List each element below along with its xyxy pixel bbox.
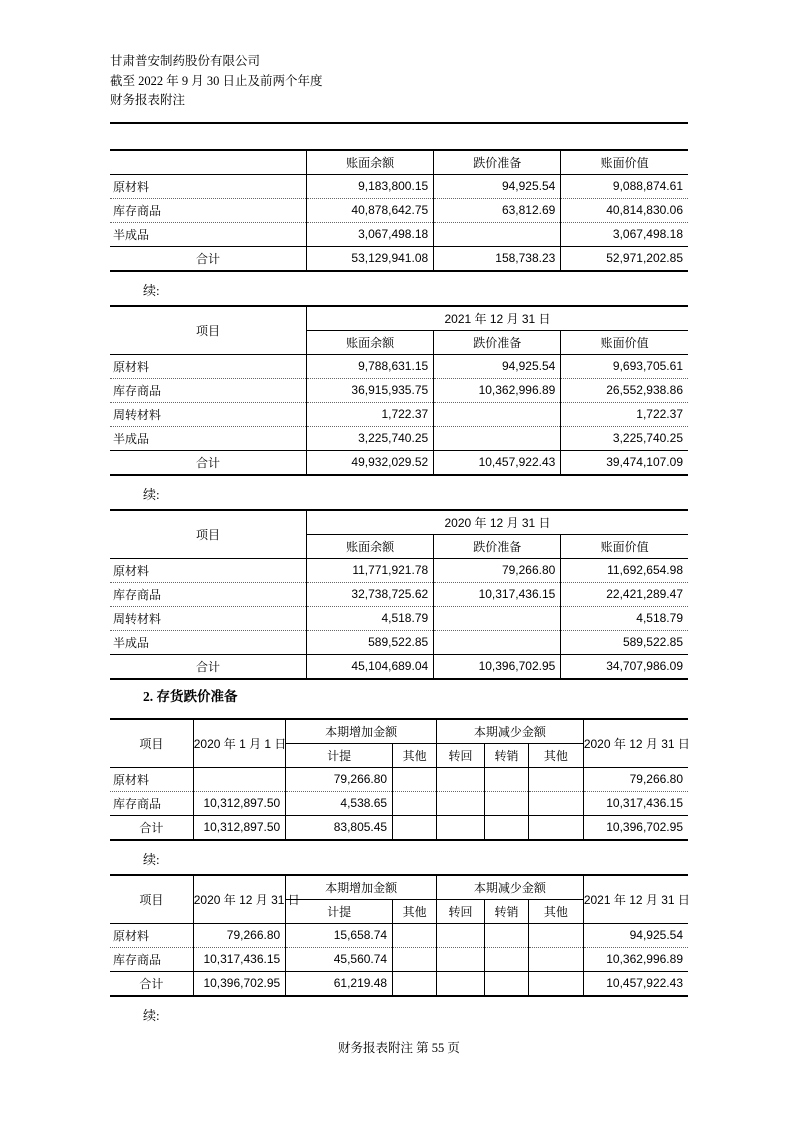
column-header-cell: 其他 xyxy=(393,743,437,767)
column-header-cell: 计提 xyxy=(286,899,393,923)
value-cell: 94,925.54 xyxy=(434,354,561,378)
value-cell: 39,474,107.09 xyxy=(561,450,688,475)
value-cell xyxy=(437,923,485,947)
value-cell: 3,067,498.18 xyxy=(561,222,688,246)
value-cell: 10,317,436.15 xyxy=(193,947,285,971)
value-cell xyxy=(437,971,485,996)
table-row xyxy=(110,198,688,222)
decrease-group-header-cell: 本期减少金额 xyxy=(437,719,584,744)
value-cell: 79,266.80 xyxy=(434,558,561,582)
item-header-cell xyxy=(110,150,307,175)
value-cell xyxy=(485,815,529,840)
value-cell: 26,552,938.86 xyxy=(561,378,688,402)
value-cell: 79,266.80 xyxy=(286,767,393,791)
end-date-header-cell: 2021 年 12 月 31 日 xyxy=(583,875,688,924)
value-cell xyxy=(393,815,437,840)
value-cell: 10,457,922.43 xyxy=(434,450,561,475)
value-cell xyxy=(434,630,561,654)
value-cell xyxy=(393,791,437,815)
total-row xyxy=(110,450,688,475)
total-row xyxy=(110,971,688,996)
document-header xyxy=(110,52,688,111)
column-header-cell: 账面价值 xyxy=(561,330,688,354)
value-cell xyxy=(437,767,485,791)
value-cell: 3,225,740.25 xyxy=(307,426,434,450)
row-label: 原材料 xyxy=(113,359,150,374)
table-row xyxy=(110,606,688,630)
value-cell: 10,396,702.95 xyxy=(434,654,561,679)
column-header-cell: 跌价准备 xyxy=(434,534,561,558)
value-cell: 9,088,874.61 xyxy=(561,174,688,198)
company-name: 甘肃普安制药股份有限公司 xyxy=(110,54,261,68)
value-cell: 45,560.74 xyxy=(286,947,393,971)
table-row xyxy=(110,402,688,426)
table-row xyxy=(110,791,688,815)
value-cell: 34,707,986.09 xyxy=(561,654,688,679)
value-cell: 4,518.79 xyxy=(561,606,688,630)
value-cell: 79,266.80 xyxy=(583,767,688,791)
provision-table-2020 xyxy=(110,718,688,841)
provision-table-2021 xyxy=(110,874,688,997)
value-cell: 94,925.54 xyxy=(583,923,688,947)
value-cell xyxy=(393,971,437,996)
value-cell xyxy=(434,402,561,426)
column-header-cell: 账面余额 xyxy=(307,534,434,558)
value-cell xyxy=(434,222,561,246)
value-cell xyxy=(528,767,583,791)
column-header-cell: 转销 xyxy=(485,899,529,923)
value-cell xyxy=(437,791,485,815)
value-cell: 1,722.37 xyxy=(561,402,688,426)
header-row xyxy=(110,510,688,535)
row-label: 半成品 xyxy=(110,426,307,450)
item-header-cell: 项目 xyxy=(110,510,307,559)
table-row xyxy=(110,630,688,654)
decrease-group-header-cell: 本期减少金额 xyxy=(437,875,584,900)
table-row xyxy=(110,558,688,582)
header-row xyxy=(110,875,688,900)
column-header-cell: 其他 xyxy=(528,743,583,767)
value-cell: 4,538.65 xyxy=(286,791,393,815)
row-label: 周转材料 xyxy=(110,402,307,426)
value-cell: 10,396,702.95 xyxy=(193,971,285,996)
value-cell xyxy=(393,947,437,971)
value-cell: 49,932,029.52 xyxy=(307,450,434,475)
value-cell: 4,518.79 xyxy=(307,606,434,630)
row-label: 原材料 xyxy=(113,563,150,578)
value-cell xyxy=(393,767,437,791)
column-header-cell: 转回 xyxy=(437,743,485,767)
value-cell: 10,312,897.50 xyxy=(193,815,285,840)
column-header-cell: 跌价准备 xyxy=(434,150,561,175)
value-cell: 10,317,436.15 xyxy=(583,791,688,815)
table-row xyxy=(110,354,688,378)
row-label: 周转材料 xyxy=(110,606,307,630)
table-row xyxy=(110,378,688,402)
row-label: 合计 xyxy=(110,971,193,996)
report-period: 截至 2022 年 9 月 30 日止及前两个年度 xyxy=(110,73,323,88)
row-label: 库存商品 xyxy=(110,947,193,971)
row-label: 合计 xyxy=(110,246,307,271)
begin-date-header-cell: 2020 年 12 月 31 日 xyxy=(193,875,285,924)
value-cell: 10,457,922.43 xyxy=(583,971,688,996)
value-cell: 36,915,935.75 xyxy=(307,378,434,402)
value-cell: 589,522.85 xyxy=(307,630,434,654)
column-header-cell: 跌价准备 xyxy=(434,330,561,354)
value-cell: 40,878,642.75 xyxy=(307,198,434,222)
page-content xyxy=(110,0,688,1030)
value-cell xyxy=(485,923,529,947)
header-row xyxy=(110,150,688,175)
value-cell: 15,658.74 xyxy=(286,923,393,947)
value-cell: 11,692,654.98 xyxy=(561,558,688,582)
column-header-cell: 账面余额 xyxy=(307,150,434,175)
value-cell: 79,266.80 xyxy=(193,923,285,947)
table-row xyxy=(110,222,688,246)
date-header-cell: 2020 年 12 月 31 日 xyxy=(307,510,688,535)
column-header-cell: 账面价值 xyxy=(561,150,688,175)
inventory-table-2021 xyxy=(110,305,688,476)
table-row xyxy=(110,426,688,450)
value-cell xyxy=(434,426,561,450)
value-cell xyxy=(485,767,529,791)
row-label: 库存商品 xyxy=(110,378,307,402)
value-cell: 40,814,830.06 xyxy=(561,198,688,222)
continued-label: 续: xyxy=(143,851,160,867)
value-cell xyxy=(528,815,583,840)
value-cell xyxy=(528,923,583,947)
value-cell xyxy=(528,971,583,996)
inventory-table-2020 xyxy=(110,509,688,680)
column-header-cell: 账面余额 xyxy=(307,330,434,354)
increase-group-header-cell: 本期增加金额 xyxy=(286,719,437,744)
value-cell xyxy=(485,971,529,996)
value-cell: 3,067,498.18 xyxy=(307,222,434,246)
table-row xyxy=(110,174,688,198)
value-cell: 61,219.48 xyxy=(286,971,393,996)
table-row xyxy=(110,767,688,791)
value-cell: 94,925.54 xyxy=(434,174,561,198)
value-cell xyxy=(193,767,285,791)
row-label: 原材料 xyxy=(113,772,150,787)
value-cell: 10,362,996.89 xyxy=(434,378,561,402)
value-cell: 9,788,631.15 xyxy=(307,354,434,378)
total-row xyxy=(110,654,688,679)
column-header-cell: 其他 xyxy=(528,899,583,923)
value-cell: 63,812.69 xyxy=(434,198,561,222)
value-cell xyxy=(434,606,561,630)
value-cell xyxy=(485,791,529,815)
section-heading: 2. 存货跌价准备 xyxy=(143,688,238,704)
value-cell: 158,738.23 xyxy=(434,246,561,271)
row-label: 库存商品 xyxy=(110,791,193,815)
value-cell: 53,129,941.08 xyxy=(307,246,434,271)
inventory-table-current xyxy=(110,149,688,272)
row-label: 库存商品 xyxy=(110,582,307,606)
item-header-cell: 项目 xyxy=(110,306,307,355)
value-cell: 52,971,202.85 xyxy=(561,246,688,271)
continued-label: 续: xyxy=(143,1007,160,1023)
column-header-cell: 其他 xyxy=(393,899,437,923)
value-cell xyxy=(528,947,583,971)
value-cell: 9,183,800.15 xyxy=(307,174,434,198)
row-label: 合计 xyxy=(110,654,307,679)
value-cell: 589,522.85 xyxy=(561,630,688,654)
table-row xyxy=(110,947,688,971)
value-cell: 10,396,702.95 xyxy=(583,815,688,840)
total-row xyxy=(110,246,688,271)
value-cell xyxy=(437,947,485,971)
value-cell: 22,421,289.47 xyxy=(561,582,688,606)
row-label: 半成品 xyxy=(110,222,307,246)
column-header-cell: 账面价值 xyxy=(561,534,688,558)
value-cell: 83,805.45 xyxy=(286,815,393,840)
value-cell xyxy=(393,923,437,947)
doc-title: 财务报表附注 xyxy=(110,93,186,107)
row-label: 半成品 xyxy=(110,630,307,654)
column-header-cell: 计提 xyxy=(286,743,393,767)
total-row xyxy=(110,815,688,840)
value-cell: 1,722.37 xyxy=(307,402,434,426)
value-cell xyxy=(528,791,583,815)
value-cell: 3,225,740.25 xyxy=(561,426,688,450)
header-rule xyxy=(110,122,688,124)
row-label: 合计 xyxy=(110,815,193,840)
row-label: 合计 xyxy=(110,450,307,475)
item-header-cell: 项目 xyxy=(110,719,193,768)
value-cell: 45,104,689.04 xyxy=(307,654,434,679)
value-cell: 10,312,897.50 xyxy=(193,791,285,815)
row-label: 原材料 xyxy=(113,179,150,194)
row-label: 库存商品 xyxy=(110,198,307,222)
increase-group-header-cell: 本期增加金额 xyxy=(286,875,437,900)
begin-date-header-cell: 2020 年 1 月 1 日 xyxy=(193,719,285,768)
table-row xyxy=(110,923,688,947)
continued-label: 续: xyxy=(143,486,160,502)
value-cell: 10,317,436.15 xyxy=(434,582,561,606)
table-row xyxy=(110,582,688,606)
value-cell: 32,738,725.62 xyxy=(307,582,434,606)
page-footer: 财务报表附注 第 55 页 xyxy=(338,1041,460,1055)
column-header-cell: 转销 xyxy=(485,743,529,767)
value-cell: 10,362,996.89 xyxy=(583,947,688,971)
date-header-cell: 2021 年 12 月 31 日 xyxy=(307,306,688,331)
item-header-cell: 项目 xyxy=(110,875,193,924)
end-date-header-cell: 2020 年 12 月 31 日 xyxy=(583,719,688,768)
value-cell xyxy=(437,815,485,840)
value-cell: 9,693,705.61 xyxy=(561,354,688,378)
row-label: 原材料 xyxy=(113,928,150,943)
value-cell: 11,771,921.78 xyxy=(307,558,434,582)
header-row xyxy=(110,306,688,331)
continued-label: 续: xyxy=(143,282,160,298)
column-header-cell: 转回 xyxy=(437,899,485,923)
header-row xyxy=(110,719,688,744)
value-cell xyxy=(485,947,529,971)
